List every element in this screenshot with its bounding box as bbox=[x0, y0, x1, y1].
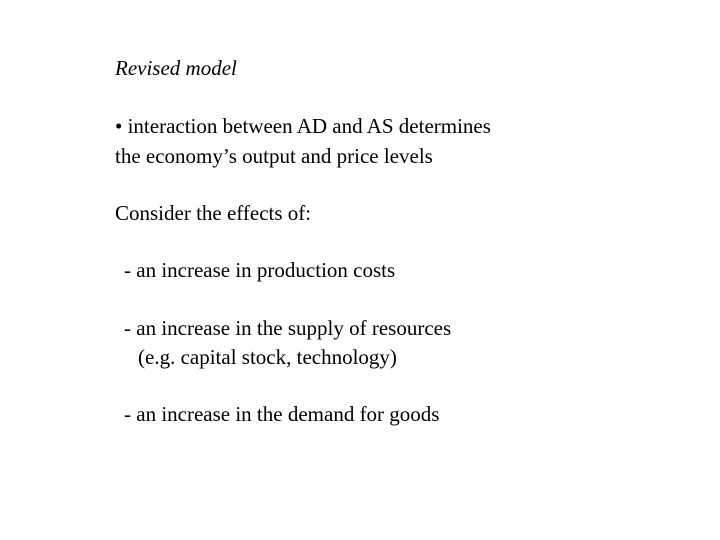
effect-item-demand-goods: - an increase in the demand for goods bbox=[124, 402, 440, 426]
effect-item-supply-resources: - an increase in the supply of resources bbox=[124, 316, 452, 340]
statement-line-1: • interaction between AD and AS determines bbox=[115, 114, 491, 138]
consider-heading: Consider the effects of: bbox=[115, 201, 312, 225]
effect-item-production-costs: - an increase in production costs bbox=[124, 258, 396, 282]
slide-title: Revised model bbox=[115, 56, 237, 80]
statement-line-2: the economy’s output and price levels bbox=[115, 144, 433, 168]
effect-item-supply-resources-example: (e.g. capital stock, technology) bbox=[138, 345, 397, 369]
